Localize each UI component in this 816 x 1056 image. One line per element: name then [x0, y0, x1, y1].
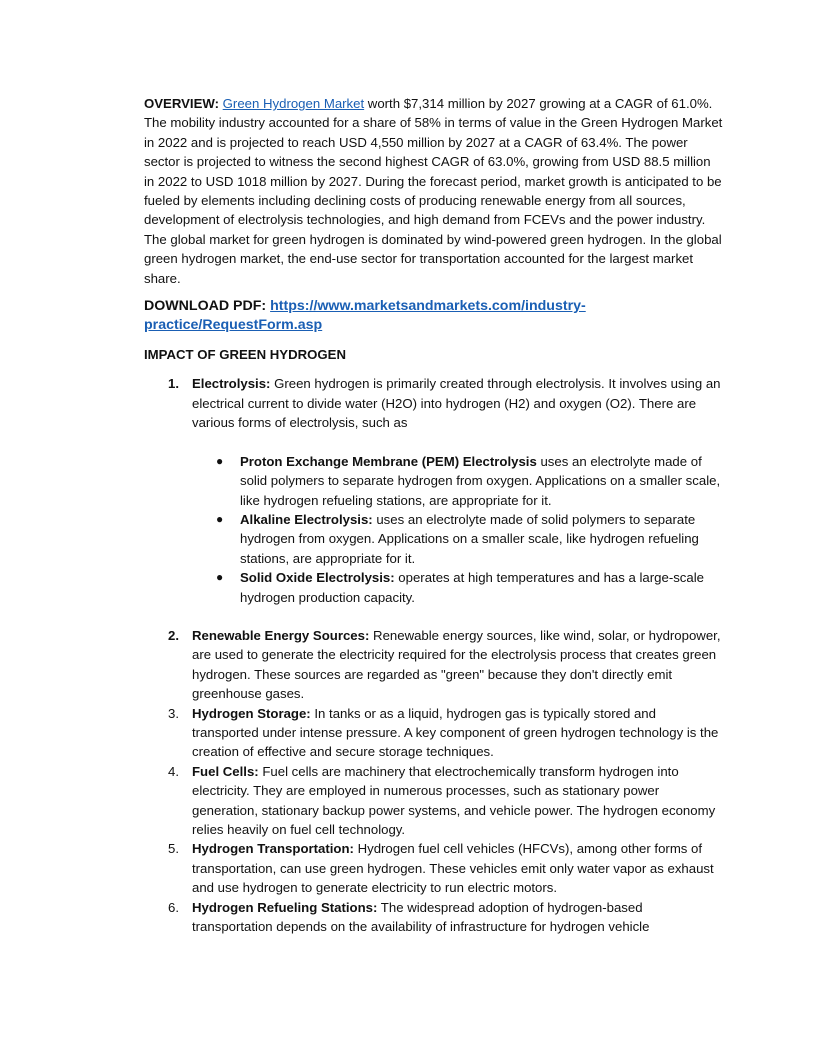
item-text: Green hydrogen is primarily created through electrolysis. It involves using an electrical current to divide water (H2O) into hydrogen (H2) and oxygen (O2). There are various forms of electrolysis, such as — [192, 376, 721, 431]
list-number: 3. — [168, 705, 179, 721]
item-title: Fuel Cells: — [192, 763, 259, 779]
sub-item-solid-oxide — [192, 568, 724, 607]
list-number: 5. — [168, 841, 179, 857]
sub-item-title: Alkaline Electrolysis: — [240, 511, 373, 527]
list-item-hydrogen-transportation — [144, 839, 724, 897]
bullet-icon: ● — [216, 511, 224, 526]
sub-item-title: Solid Oxide Electrolysis: — [240, 570, 395, 586]
bullet-icon: ● — [216, 570, 224, 585]
sub-item-title: Proton Exchange Membrane (PEM) Electrolysis — [240, 453, 537, 469]
section-heading: IMPACT OF GREEN HYDROGEN — [144, 347, 346, 363]
item-title: Renewable Energy Sources: — [192, 627, 370, 643]
list-item-refueling-stations — [144, 898, 724, 937]
download-pdf-link[interactable]: https://www.marketsandmarkets.com/industry-practice/RequestForm.asp — [144, 298, 586, 333]
item-title: Electrolysis: — [192, 376, 271, 392]
list-item-hydrogen-storage — [144, 704, 724, 762]
list-item-renewable-energy — [144, 626, 724, 704]
document-page — [144, 94, 724, 936]
overview-label: OVERVIEW: — [144, 96, 219, 111]
item-title: Hydrogen Storage: — [192, 705, 311, 721]
green-hydrogen-market-link[interactable]: Green Hydrogen Market — [222, 96, 365, 111]
sub-item-pem — [192, 452, 724, 510]
electrolysis-types-list — [192, 452, 724, 607]
item-text: Hydrogen fuel cell vehicles (HFCVs), among other forms of transportation, can use green hydrogen. These vehicles emit only water vapor as exhaust and use hydrogen to generate electricity to run electric motors. — [192, 841, 714, 896]
item-text: The widespread adoption of hydrogen-based transportation depends on the availability of infrastructure for hydrogen vehicle — [192, 899, 650, 935]
list-number: 1. — [168, 376, 179, 392]
overview-paragraph — [144, 94, 724, 288]
sub-item-text: operates at high temperatures and has a large-scale hydrogen production capacity. — [240, 570, 704, 605]
list-item-electrolysis — [144, 374, 724, 606]
item-title: Hydrogen Refueling Stations: — [192, 899, 378, 915]
sub-item-text: uses an electrolyte made of solid polymers to separate hydrogen from oxygen. Applications on a smaller scale, like hydrogen refueling stations, are appropriate for it. — [240, 511, 699, 566]
impact-list — [144, 374, 724, 936]
list-number: 4. — [168, 763, 179, 779]
sub-item-text: uses an electrolyte made of solid polymers to separate hydrogen from oxygen. Applications on a smaller scale, like hydrogen refueling stations, are appropriate for it. — [240, 453, 721, 508]
item-text: In tanks or as a liquid, hydrogen gas is typically stored and transported under intense pressure. A key component of green hydrogen technology is the creation of effective and secure storage techniques. — [192, 705, 719, 760]
download-pdf-line — [144, 297, 724, 334]
list-number: 6. — [168, 899, 179, 915]
item-title: Hydrogen Transportation: — [192, 841, 354, 857]
sub-item-alkaline — [192, 510, 724, 568]
bullet-icon: ● — [216, 453, 224, 468]
list-number: 2. — [168, 627, 179, 643]
item-text: Fuel cells are machinery that electrochemically transform hydrogen into electricity. They are employed in numerous processes, such as stationary power generation, stationary backup power systems, and vehicle power. The hydrogen economy relies heavily on fuel cell technology. — [192, 763, 716, 837]
download-pdf-label: DOWNLOAD PDF: — [144, 298, 271, 315]
list-item-fuel-cells — [144, 762, 724, 840]
item-text: Renewable energy sources, like wind, solar, or hydropower, are used to generate the electricity required for the electrolysis process that creates green hydrogen. These sources are regarded as "green" because they don't directly emit greenhouse gases. — [192, 627, 721, 702]
overview-body: worth $7,314 million by 2027 growing at a CAGR of 61.0%. The mobility industry accounted for a share of 58% in terms of value in the Green Hydrogen Market in 2022 and is projected to reach USD 4,550 million by 2027 at a CAGR of 63.4%. The power sector is projected to witness the second highest CAGR of 63.0%, growing from USD 88.5 million in 2022 to USD 1018 million by 2027. During the forecast period, market growth is anticipated to be fueled by elements including declining costs of producing renewable energy from all sources, development of electrolysis technologies, and high demand from FCEVs and the power industry. The global market for green hydrogen is dominated by wind-powered green hydrogen. In the global green hydrogen market, the end-use sector for transportation accounted for the largest market share. — [144, 96, 723, 286]
